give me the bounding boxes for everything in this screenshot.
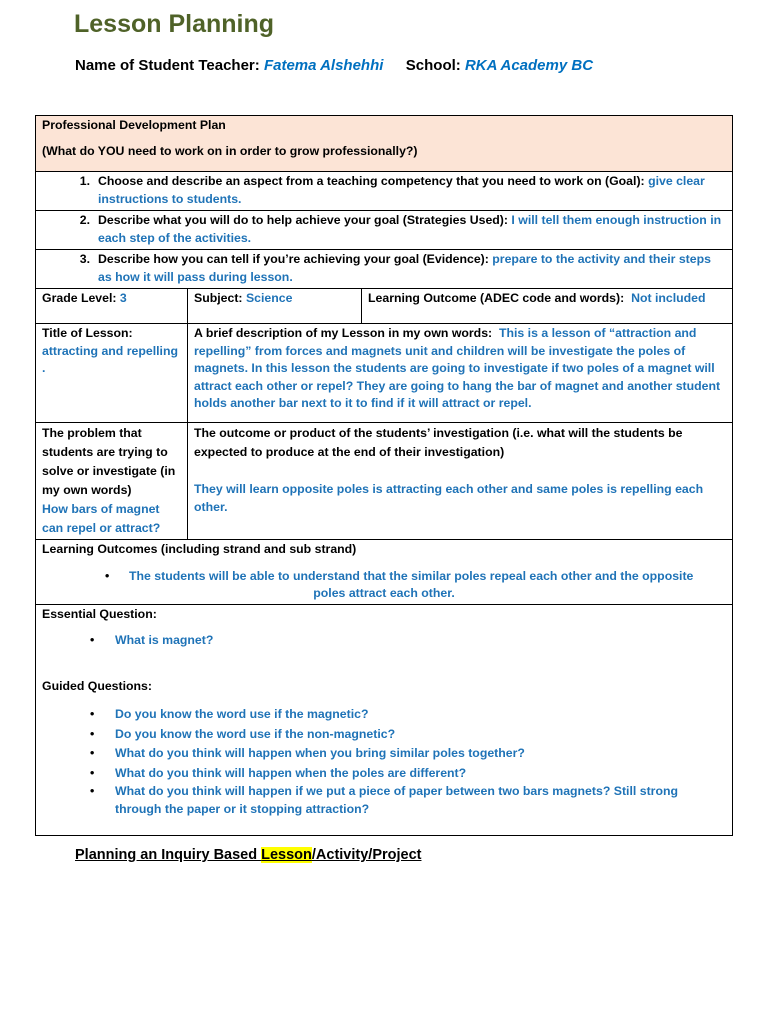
guided-question-item: • What do you think will happen if we put a piece of paper between two bars magnets? Still strong through the paper or it stopping attraction? [42, 783, 726, 818]
subject-label: Subject: [194, 291, 243, 305]
lesson-title-cell [36, 324, 188, 423]
teacher-label: Name of Student Teacher: [75, 57, 260, 74]
product-value: They will learn opposite poles is attracting each other and same poles is repelling each other. [194, 482, 704, 514]
inquiry-heading-part-1: Planning an Inquiry Based [75, 847, 262, 863]
guided-question-item: • What do you think will happen when you bring similar poles together? [42, 744, 726, 764]
goal-answer: give clear instructions to students. [98, 174, 705, 206]
grade-level-cell [36, 289, 188, 324]
lesson-description-cell [188, 324, 733, 423]
inquiry-heading-part-2: /Activity/Project [311, 847, 422, 863]
evidence-answer: prepare to the activity and their steps as how it will pass during lesson. [98, 252, 711, 284]
learning-outcome-code-label: Learning Outcome (ADEC code and words): [368, 291, 625, 305]
evidence-prompt: Describe how you can tell if you’re achieving your goal (Evidence): [98, 252, 489, 266]
pdp-strategies-cell [36, 211, 733, 250]
lesson-title-label: Title of Lesson: [42, 326, 133, 340]
inquiry-heading-highlight: Lesson [261, 847, 312, 863]
essential-question-label: Essential Question: [42, 606, 157, 621]
essential-question-list [42, 632, 726, 650]
page-title: Lesson Planning [74, 10, 275, 38]
learning-outcome-line-2: poles attract each other. [313, 586, 455, 600]
learning-outcome-code-value: Not included [631, 291, 706, 305]
guided-question-item: • What do you think will happen when the poles are different? [42, 764, 726, 784]
evidence-number: 3. [79, 252, 90, 266]
guided-question-item: • Do you know the word use if the magnetic? [42, 705, 726, 725]
teacher-name: Fatema Alshehhi [263, 57, 384, 74]
product-label: The outcome or product of the students’ investigation (i.e. what will the students be expected to produce at the end of their investigation) [194, 426, 683, 459]
strategies-number: 2. [79, 213, 90, 227]
guided-questions-list [42, 705, 726, 818]
lesson-title-value: attracting and repelling . [42, 343, 178, 375]
learning-outcomes-label: Learning Outcomes (including strand and sub strand) [42, 542, 357, 556]
pdp-evidence-cell [36, 250, 733, 289]
learning-outcome-item: • The students will be able to understand that the similar poles repeal each other and the opposite [105, 568, 694, 583]
school-label: School: [405, 57, 461, 74]
learning-outcomes-cell [36, 540, 733, 605]
subject-cell [188, 289, 362, 324]
guided-questions-label: Guided Questions: [42, 678, 152, 693]
questions-cell [36, 604, 733, 835]
goal-number: 1. [79, 174, 90, 188]
pdp-goal-cell [36, 172, 733, 211]
goal-prompt: Choose and describe an aspect from a teaching competency that you need to work on (Goal): [98, 174, 645, 188]
grade-level-value: 3 [119, 291, 127, 305]
guided-question-item: • Do you know the word use if the non-magnetic? [42, 725, 726, 745]
pdp-question: (What do YOU need to work on in order to grow professionally?) [42, 143, 418, 158]
grade-level-label: Grade Level: [42, 291, 117, 305]
inquiry-section-heading [75, 847, 421, 863]
lesson-plan-table [35, 115, 732, 836]
lesson-description-label: A brief description of my Lesson in my own words: [194, 326, 493, 340]
essential-question-item: • What is magnet? [42, 632, 726, 650]
lesson-description-value: This is a lesson of “attraction and repelling” from forces and magnets unit and children will be investigate the poles of magnets. In this lesson the students are going to investigate if two poles of a magnet will attract each other or repel? They are going to hang the bar of magnet and another student holds another bar next to it to find if it will attract or repel. [194, 326, 721, 410]
strategies-answer: I will tell them enough instruction in each step of the activities. [98, 213, 722, 245]
pdp-heading: Professional Development Plan [42, 118, 226, 132]
learning-outcome-line-1: The students will be able to understand that the similar poles repeal each other and the opposite [129, 568, 694, 583]
teacher-school-line [75, 57, 593, 74]
school-name: RKA Academy BC [464, 57, 594, 74]
problem-value: How bars of magnet can repel or attract? [42, 502, 161, 535]
product-cell [188, 423, 733, 540]
learning-outcome-code-cell [362, 289, 733, 324]
problem-cell [36, 423, 188, 540]
pdp-header-cell [36, 116, 733, 172]
strategies-prompt: Describe what you will do to help achieve your goal (Strategies Used): [98, 213, 508, 227]
subject-value: Science [245, 291, 293, 305]
problem-label: The problem that students are trying to solve or investigate (in my own words) [42, 426, 176, 497]
